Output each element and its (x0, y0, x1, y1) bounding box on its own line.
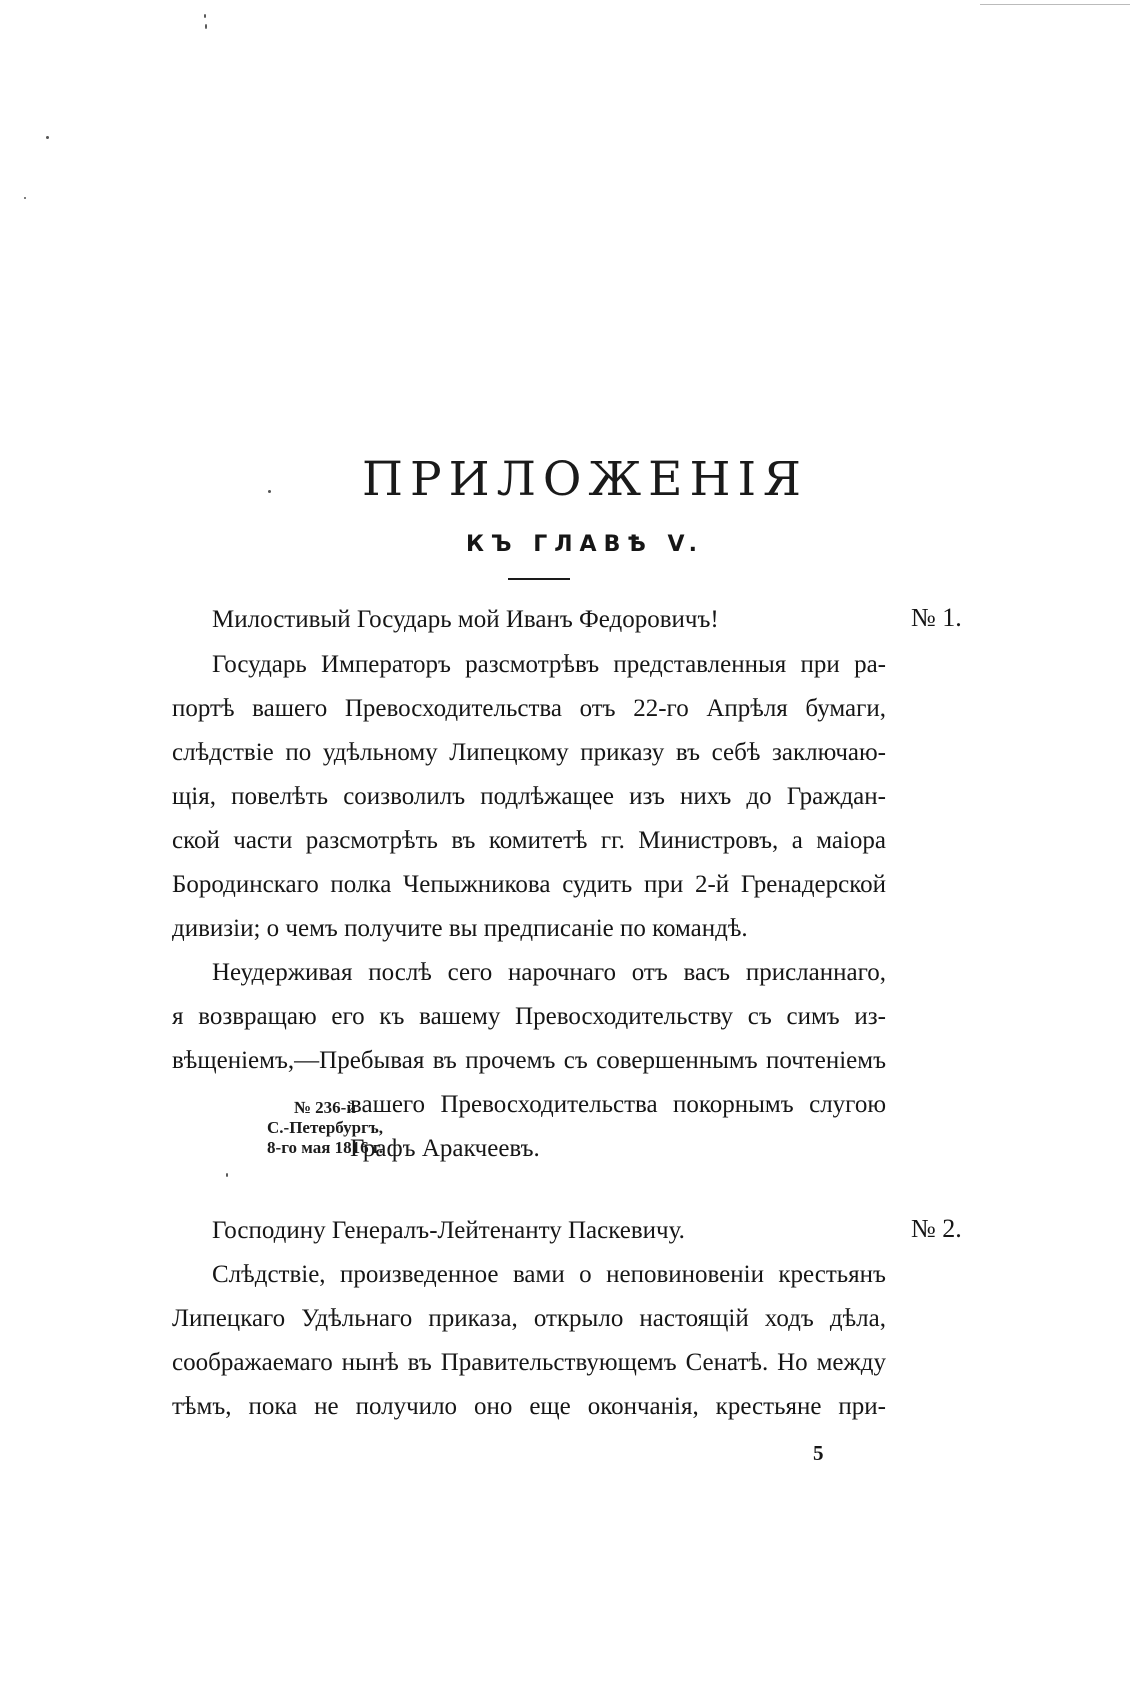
doc2-line: Липецкаго Удѣльнаго приказа, открыло настоящій ходъ дѣла, (172, 1305, 886, 1332)
doc1-closing: вашего Превосходительства покорнымъ слугою (350, 1091, 886, 1118)
doc1-line: вѣщеніемъ,—Пребывая въ прочемъ съ совершеннымъ почтеніемъ (172, 1047, 886, 1074)
doc2-address: Господину Генералъ-Лейтенанту Паскевичу. (212, 1217, 685, 1244)
doc1-line: Неудерживая послѣ сего нарочнаго отъ васъ присланнаго, (212, 959, 886, 986)
doc1-line: Государь Императоръ разсмотрѣвъ представленныя при ра- (212, 651, 886, 678)
scan-speck (24, 197, 26, 199)
scan-speck (205, 24, 207, 29)
scan-speck (226, 1173, 228, 1177)
doc2-line: тѣмъ, пока не получило оно еще окончанія, крестьяне при- (172, 1393, 886, 1420)
doc1-line: ской части разсмотрѣть въ комитетѣ гг. Министровъ, а маіора (172, 827, 886, 854)
doc2-line: соображаемаго нынѣ въ Правительствующемъ Сенатѣ. Но между (172, 1349, 886, 1376)
doc1-note-date: 8-го мая 1816 г. (267, 1138, 383, 1157)
title-rule (508, 578, 570, 580)
scan-speck (204, 14, 206, 18)
doc1-note-number: № 236-й (293, 1098, 357, 1117)
doc1-line: дивизіи; о чемъ получите вы предписаніе по командѣ. (172, 915, 748, 942)
doc2-number: № 2. (911, 1214, 962, 1243)
doc1-line: портѣ вашего Превосходительства отъ 22-го Апрѣля бумаги, (172, 695, 886, 722)
doc1-line: слѣдствіе по удѣльному Липецкому приказу въ себѣ заключаю- (172, 739, 886, 766)
doc1-line: Бородинскаго полка Чепыжникова судить при 2-й Гренадерской (172, 871, 886, 898)
doc2-line: Слѣдствіе, произведенное вами о неповиновеніи крестьянъ (212, 1261, 886, 1288)
doc1-line: щія, повелѣть соизволилъ подлѣжащее изъ нихъ до Граждан- (172, 783, 886, 810)
chapter-subtitle: КЪ ГЛАВѢ V. (465, 532, 705, 557)
doc1-note-place: С.-Петербургъ, (267, 1118, 383, 1137)
appendix-title: ПРИЛОЖЕНІЯ (362, 452, 808, 507)
doc1-number: № 1. (911, 603, 962, 632)
doc1-salutation: Милостивый Государь мой Иванъ Федоровичъ! (212, 606, 719, 633)
scan-edge-line (980, 4, 1130, 5)
scan-speck (46, 136, 49, 139)
doc1-line: я возвращаю его къ вашему Превосходительству съ симъ из- (172, 1003, 886, 1030)
doc1-signature: Графъ Аракчеевъ. (350, 1135, 540, 1162)
page-number: 5 (813, 1441, 824, 1465)
